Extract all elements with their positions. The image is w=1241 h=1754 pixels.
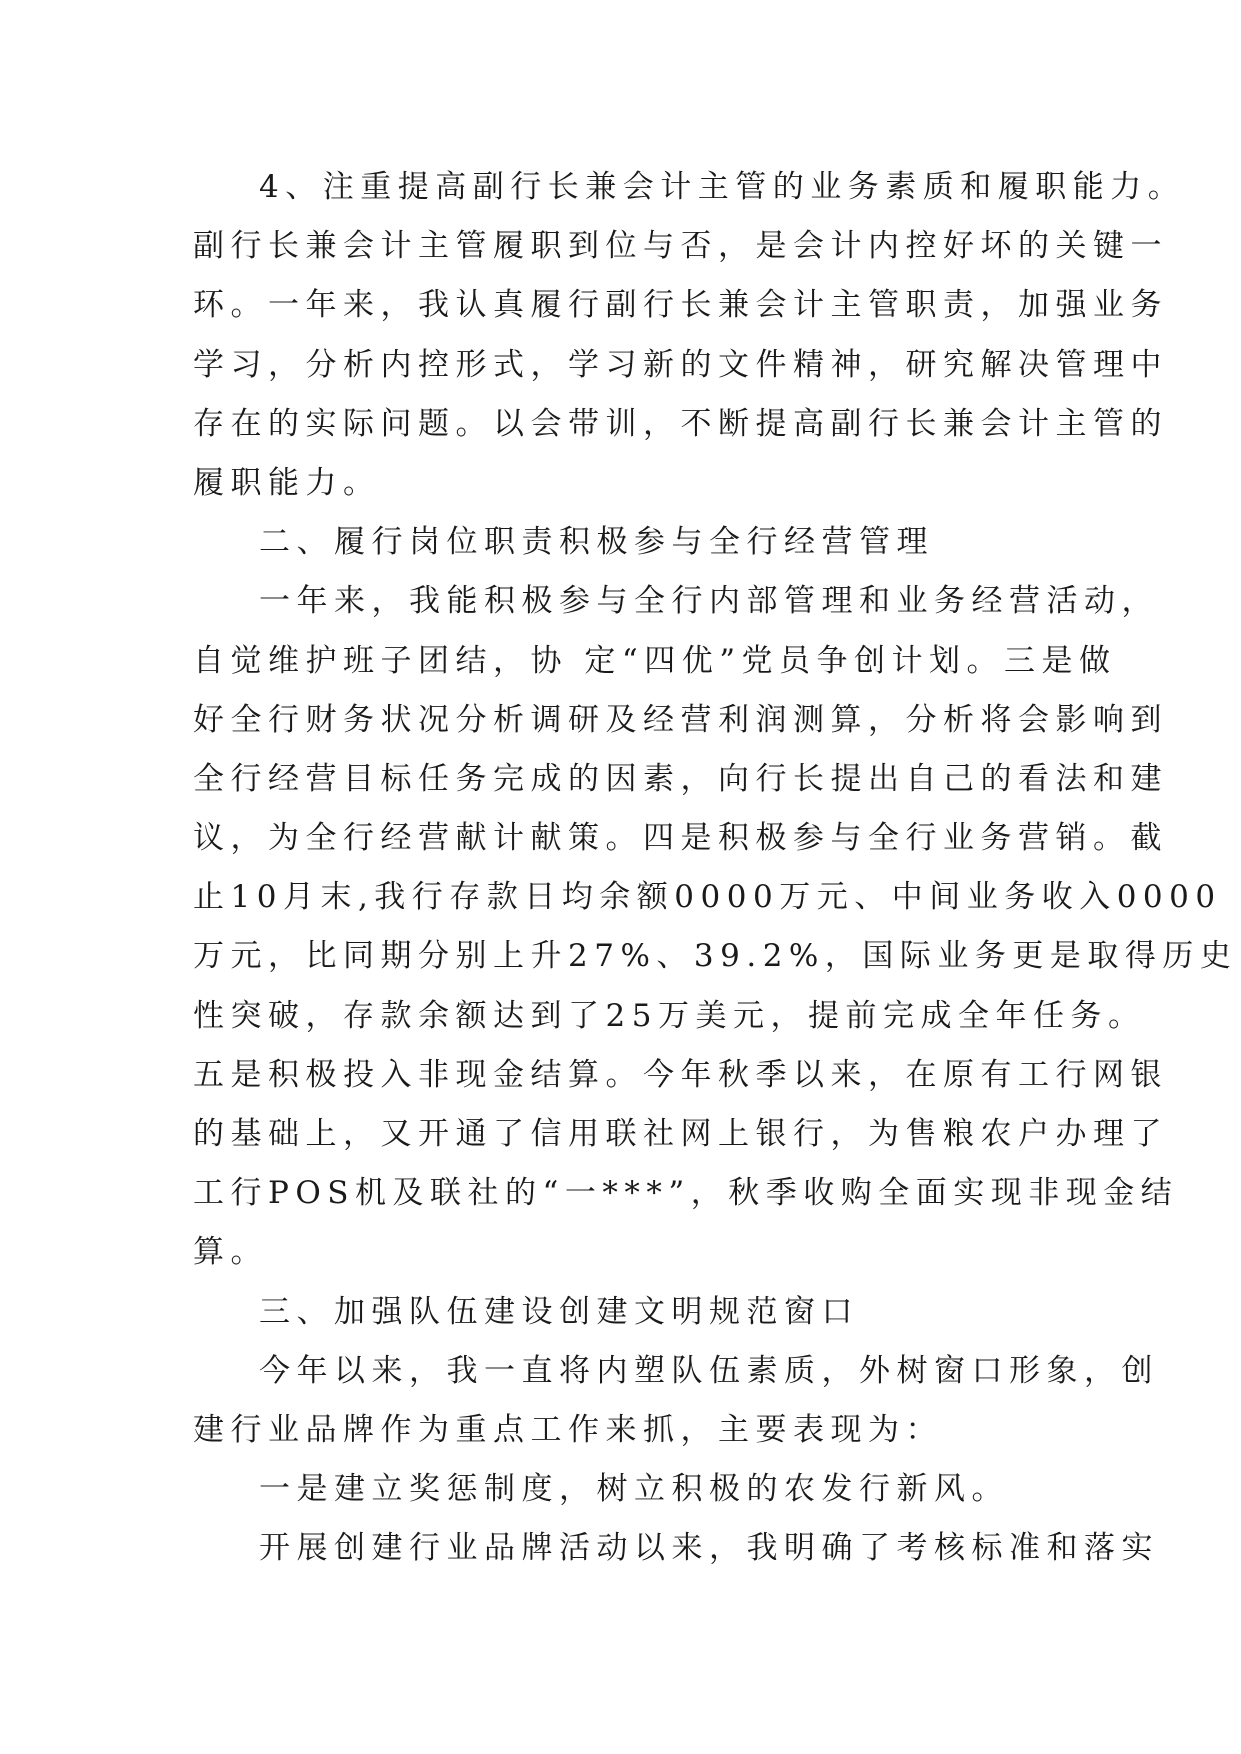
paragraph-line: 工行POS机及联社的“一***”，秋季收购全面实现非现金结 [193, 1175, 1179, 1212]
section-heading: 二、履行岗位职责积极参与全行经营管理 [259, 524, 934, 561]
paragraph-line: 的基础上，又开通了信用联社网上银行，为售粮农户办理了 [193, 1116, 1168, 1152]
paragraph-line: 存在的实际问题。以会带训，不断提高副行长兼会计主管的 [193, 405, 1168, 442]
paragraph-line: 今年以来，我一直将内塑队伍素质，外树窗口形象，创 [259, 1352, 1159, 1389]
paragraph-line: 学习，分析内控形式，学习新的文件精神，研究解决管理中 [193, 346, 1168, 383]
paragraph-line: 自觉维护班子团结，协 定“四优”党员争创计划。三是做 [193, 642, 1117, 679]
paragraph-line: 4、注重提高副行长兼会计主管的业务素质和履职能力。 [259, 169, 1186, 205]
paragraph-line: 副行长兼会计主管履职到位与否，是会计内控好坏的关键一 [193, 228, 1168, 265]
section-heading: 三、加强队伍建设创建文明规范窗口 [259, 1293, 859, 1330]
paragraph-line: 一是建立奖惩制度，树立积极的农发行新风。 [259, 1471, 1009, 1508]
paragraph-line: 万元，比同期分别上升27%、39.2%，国际业务更是取得历史 [193, 938, 1238, 975]
paragraph-line: 止10月末,我行存款日均余额0000万元、中间业务收入0000 [193, 879, 1222, 916]
document-body [193, 158, 1238, 1579]
paragraph-line: 开展创建行业品牌活动以来，我明确了考核标准和落实 [259, 1530, 1159, 1567]
paragraph-line: 建行业品牌作为重点工作来抓，主要表现为： [193, 1411, 943, 1448]
paragraph-line: 性突破，存款余额达到了25万美元，提前完成全年任务。 [193, 997, 1146, 1034]
paragraph-line: 议，为全行经营献计献策。四是积极参与全行业务营销。截 [193, 820, 1168, 857]
paragraph-line: 一年来，我能积极参与全行内部管理和业务经营活动， [259, 583, 1159, 620]
paragraph-line: 五是积极投入非现金结算。今年秋季以来，在原有工行网银 [193, 1056, 1168, 1093]
paragraph-line: 好全行财务状况分析调研及经营利润测算，分析将会影响到 [193, 701, 1168, 738]
paragraph-line: 履职能力。 [193, 464, 381, 501]
paragraph-line: 全行经营目标任务完成的因素，向行长提出自己的看法和建 [193, 760, 1168, 797]
paragraph-line: 算。 [193, 1234, 268, 1271]
paragraph-line: 环。一年来，我认真履行副行长兼会计主管职责，加强业务 [193, 287, 1168, 324]
